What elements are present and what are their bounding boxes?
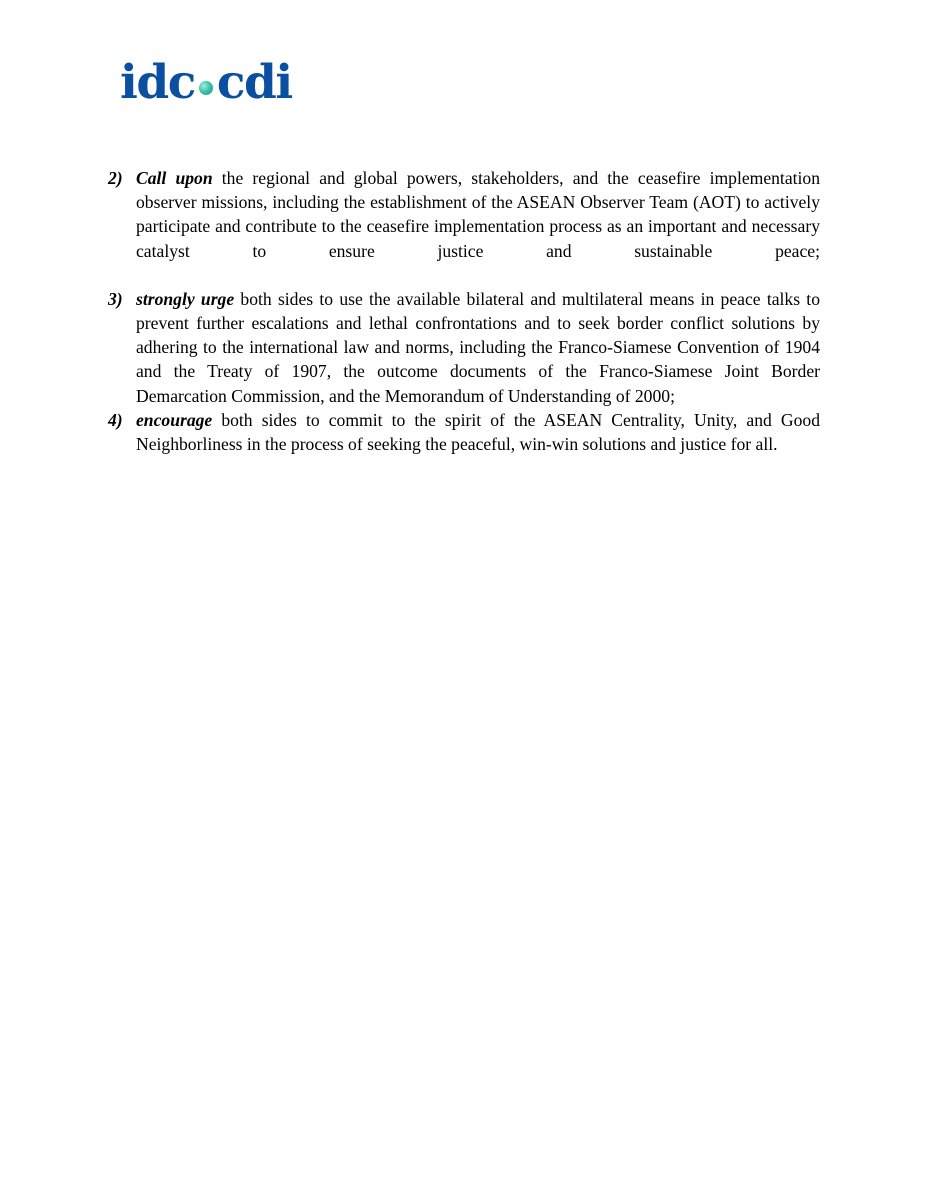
idc-cdi-logo bbox=[120, 52, 292, 112]
item-text: the regional and global powers, stakeholders, and the ceasefire implementation observer missions, including the establishment of the ASEAN Observer Team (AOT) to actively participate and contribute to the ceasefire implementation process as an important and necessary catalyst to ensure justice and sustainable peace; bbox=[136, 168, 820, 261]
item-text: both sides to commit to the spirit of the ASEAN Centrality, Unity, and Good Neighborliness in the process of seeking the peaceful, win-win solutions and justice for all. bbox=[136, 409, 820, 455]
list-item bbox=[108, 408, 820, 456]
item-number: 2) bbox=[108, 168, 123, 188]
list-item bbox=[108, 166, 820, 263]
item-number: 4) bbox=[108, 409, 123, 430]
item-text: both sides to use the available bilateral and multilateral means in peace talks to prevent further escalations and lethal confrontations and to seek border conflict solutions by adhering to the international law and norms, including the Franco-Siamese Convention of 1904 and the Treaty of 1907, the outcome documents of the Franco-Siamese Joint Border Demarcation Commission, and the Memorandum of Understanding of 2000; bbox=[136, 288, 820, 406]
logo-text-idc: idc bbox=[120, 54, 195, 110]
item-lead-phrase: Call upon bbox=[136, 168, 213, 188]
logo-text-cdi: cdi bbox=[216, 54, 292, 110]
resolution-list bbox=[108, 166, 820, 456]
logo-dot-icon bbox=[199, 81, 213, 95]
item-lead-phrase: strongly urge bbox=[136, 288, 235, 309]
list-item bbox=[108, 287, 820, 408]
item-number: 3) bbox=[108, 288, 123, 309]
item-lead-phrase: encourage bbox=[136, 409, 213, 430]
